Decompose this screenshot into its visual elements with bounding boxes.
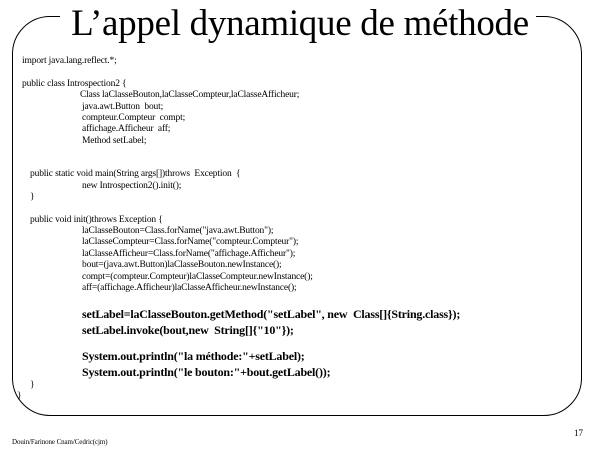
code-class-close: } xyxy=(17,391,22,402)
code-field: Class laClasseBouton,laClasseCompteur,laClasseAfficheur; xyxy=(80,90,300,101)
code-init-decl: public void init()throws Exception { xyxy=(30,214,163,225)
code-bold-line: System.out.println("la méthode:"+setLabel); xyxy=(82,348,305,363)
code-bold-block xyxy=(22,306,460,380)
code-main-close: } xyxy=(30,191,35,202)
code-block xyxy=(17,56,461,403)
code-bold-line: setLabel=laClasseBouton.getMethod("setLabel", new Class[]{String.class}); xyxy=(82,306,461,321)
code-main-decl: public static void main(String args[])throws Exception { xyxy=(30,169,241,180)
code-import: import java.lang.reflect.*; xyxy=(22,56,117,66)
code-field: java.awt.Button bout; xyxy=(82,101,164,112)
code-field: compteur.Compteur compt; xyxy=(82,112,186,123)
code-init-line: aff=(affichage.Afficheur)laClasseAfficheur.newInstance(); xyxy=(82,283,297,294)
code-init-line: laClasseBouton=Class.forName("java.awt.Button"); xyxy=(82,226,274,237)
code-gap xyxy=(22,147,460,169)
code-main-body: new Introspection2().init(); xyxy=(82,180,182,191)
code-class-decl: public class Introspection2 { xyxy=(22,78,127,89)
code-init-line: laClasseCompteur=Class.forName("compteur.Compteur"); xyxy=(82,237,299,248)
code-bold-line: System.out.println("le bouton:"+bout.getLabel()); xyxy=(82,364,331,379)
code-init-line: bout=(java.awt.Button)laClasseBouton.newInstance(); xyxy=(82,260,282,271)
code-bold-line: setLabel.invoke(bout,new String[]{"10"}); xyxy=(82,322,294,337)
code-gap xyxy=(22,67,460,78)
footer-credit: Douin/Farinone Cnam/Cedric(cjm) xyxy=(12,438,108,446)
page-number: 17 xyxy=(574,428,583,438)
code-field: Method setLabel; xyxy=(82,135,147,146)
code-gap xyxy=(22,294,460,305)
code-init-line: compt=(compteur.Compteur)laClasseCompteur.newInstance(); xyxy=(82,271,313,282)
code-field: affichage.Afficheur aff; xyxy=(82,124,171,135)
code-gap xyxy=(22,338,460,348)
slide-title: L’appel dynamique de méthode xyxy=(71,3,529,44)
code-init-line: laClasseAfficheur=Class.forName("affichage.Afficheur"); xyxy=(82,248,296,259)
code-gap xyxy=(22,203,460,214)
code-init-close: } xyxy=(30,379,35,390)
